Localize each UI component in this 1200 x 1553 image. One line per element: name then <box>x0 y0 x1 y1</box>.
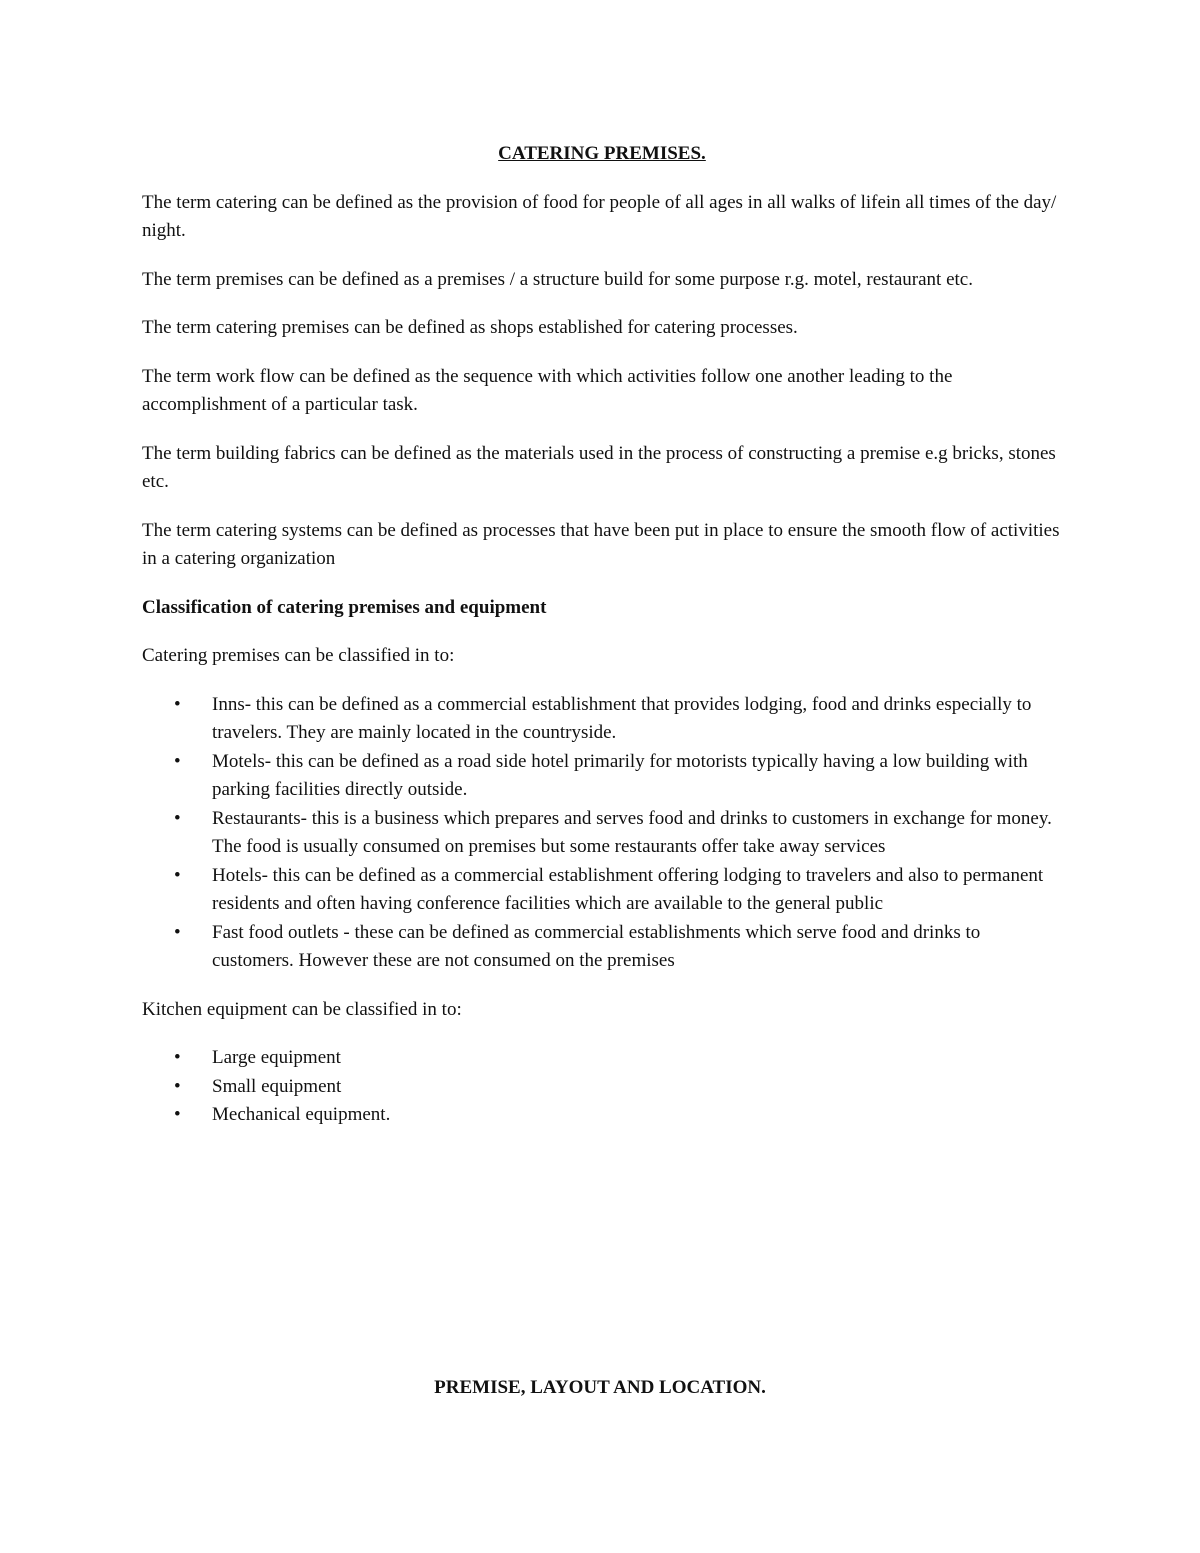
bullet-icon: • <box>174 1075 181 1097</box>
premises-list <box>142 691 1062 976</box>
next-section-title: PREMISE, LAYOUT AND LOCATION. <box>434 1377 766 1398</box>
bullet-icon: • <box>174 1047 181 1068</box>
bullet-icon: • <box>174 807 181 829</box>
paragraph-catering-premises-definition: The term catering premises can be defined as shops established for catering processes. <box>142 317 798 338</box>
paragraph-premises-definition: The term premises can be defined as a premises / a structure build for some purpose r.g. motel, restaurant etc. <box>142 268 973 290</box>
paragraph-building-fabrics-definition: The term building fabrics can be defined as the materials used in the process of constructing a premise e.g bricks, stones etc. <box>142 442 1056 492</box>
list-item-text: Mechanical equipment. <box>212 1104 391 1125</box>
document-body <box>142 140 1062 1150</box>
equipment-intro: Kitchen equipment can be classified in to: <box>142 998 462 1020</box>
list-item <box>142 1073 1062 1102</box>
list-item <box>142 1044 1062 1073</box>
list-item <box>142 919 1062 976</box>
paragraph-catering-systems-definition: The term catering systems can be defined as processes that have been put in place to ensure the smooth flow of activities in a catering organization <box>142 519 1060 569</box>
bullet-icon: • <box>174 921 181 943</box>
list-item-text: Fast food outlets - these can be defined as commercial establishments which serve food and drinks to customers. However these are not consumed on the premises <box>212 921 981 971</box>
equipment-list <box>142 1044 1062 1130</box>
list-item <box>142 1101 1062 1130</box>
bullet-icon: • <box>174 1104 181 1125</box>
list-item-text: Motels- this can be defined as a road side hotel primarily for motorists typically having a low building with parking facilities directly outside. <box>212 750 1028 800</box>
list-item-text: Large equipment <box>212 1047 341 1068</box>
list-item <box>142 862 1062 919</box>
bullet-icon: • <box>174 750 181 772</box>
list-item <box>142 805 1062 862</box>
premises-intro: Catering premises can be classified in to: <box>142 645 455 666</box>
section-heading: Classification of catering premises and equipment <box>142 596 547 618</box>
page-title: CATERING PREMISES. <box>498 143 706 164</box>
list-item <box>142 748 1062 805</box>
bullet-icon: • <box>174 693 181 715</box>
list-item-text: Hotels- this can be defined as a commercial establishment offering lodging to travelers and also to permanent residents and often having conference facilities which are available to the general public <box>212 864 1044 914</box>
list-item-text: Small equipment <box>212 1075 342 1097</box>
list-item-text: Restaurants- this is a business which prepares and serves food and drinks to customers in exchange for money. The food is usually consumed on premises but some restaurants offer take away services <box>212 807 1052 857</box>
paragraph-catering-definition: The term catering can be defined as the provision of food for people of all ages in all walks of lifein all times of the day/ night. <box>142 191 1057 241</box>
list-item-text: Inns- this can be defined as a commercial establishment that provides lodging, food and drinks especially to travelers. They are mainly located in the countryside. <box>212 693 1032 743</box>
bullet-icon: • <box>174 864 181 886</box>
list-item <box>142 691 1062 748</box>
paragraph-work-flow-definition: The term work flow can be defined as the sequence with which activities follow one another leading to the accomplishment of a particular task. <box>142 365 953 415</box>
